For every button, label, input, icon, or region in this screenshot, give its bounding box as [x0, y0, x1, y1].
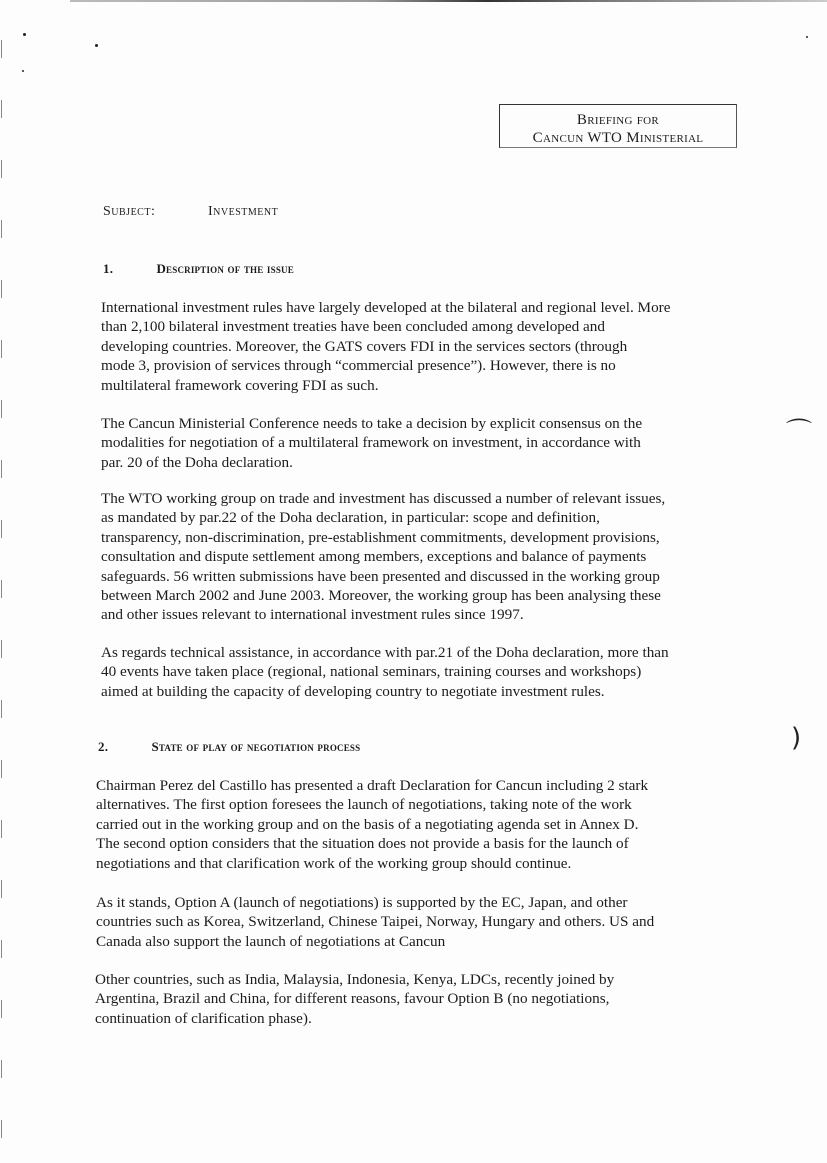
section-title: State of play of negotiation process	[151, 739, 361, 754]
paragraph	[96, 893, 736, 951]
text-line: countries such as Korea, Switzerland, Chinese Taipei, Norway, Hungary and others. US and	[96, 913, 655, 931]
subject-label: Subject:	[103, 204, 156, 219]
scan-speck	[806, 36, 808, 38]
briefing-line-2: Cancun WTO Ministerial	[532, 130, 704, 146]
paragraph	[101, 489, 741, 625]
punch-hole-mark: ⌒	[786, 418, 813, 448]
scan-left-edge	[1, 40, 2, 1140]
text-line: International investment rules have largely developed at the bilateral and regional level. More	[101, 299, 671, 316]
text-line: safeguards. 56 written submissions have been presented and discussed in the working group	[101, 567, 660, 585]
text-line: and other issues relevant to international investment rules since 1997.	[101, 606, 524, 624]
paragraph	[101, 298, 741, 395]
text-line: As it stands, Option A (launch of negotiations) is supported by the EC, Japan, and other	[96, 894, 628, 911]
text-line: As regards technical assistance, in accordance with par.21 of the Doha declaration, more than	[101, 644, 669, 661]
text-line: as mandated by par.22 of the Doha declaration, in particular: scope and definition,	[101, 509, 600, 527]
punch-hole-mark: )	[791, 723, 802, 753]
text-line: than 2,100 bilateral investment treaties have been concluded among developed and	[101, 318, 605, 336]
scan-speck	[23, 33, 26, 36]
text-line: negotiations and that clarification work of the working group should continue.	[96, 854, 572, 872]
text-line: The WTO working group on trade and investment has discussed a number of relevant issues,	[101, 490, 666, 507]
text-line: mode 3, provision of services through “commercial presence”). However, there is no	[101, 357, 616, 375]
text-line: 40 events have taken place (regional, national seminars, training courses and workshops)	[101, 663, 642, 681]
paragraph	[96, 776, 736, 873]
subject-value: Investment	[208, 204, 279, 219]
paragraph	[101, 643, 741, 701]
text-line: aimed at building the capacity of developing country to negotiate investment rules.	[101, 682, 605, 700]
text-line: par. 20 of the Doha declaration.	[101, 453, 293, 471]
text-line: The Cancun Ministerial Conference needs to take a decision by explicit consensus on the	[101, 415, 643, 432]
text-line: Chairman Perez del Castillo has presented a draft Declaration for Cancun including 2 stark	[96, 777, 649, 794]
section-heading	[103, 261, 294, 277]
briefing-header-box	[499, 104, 737, 148]
text-line: Canada also support the launch of negotiations at Cancun	[96, 932, 446, 950]
text-line: carried out in the working group and on the basis of a negotiating agenda set in Annex D.	[96, 815, 639, 833]
text-line: The second option considers that the situation does not provide a basis for the launch of	[96, 835, 629, 853]
paragraph	[101, 414, 741, 472]
text-line: Other countries, such as India, Malaysia, Indonesia, Kenya, LDCs, recently joined by	[95, 971, 615, 988]
section-heading	[98, 739, 360, 755]
section-number: 1.	[103, 261, 114, 276]
text-line: consultation and dispute settlement among members, exceptions and balance of payments	[101, 548, 647, 566]
text-line: Argentina, Brazil and China, for different reasons, favour Option B (no negotiations,	[95, 990, 610, 1008]
text-line: alternatives. The first option foresees the launch of negotiations, taking note of the work	[96, 796, 632, 814]
text-line: transparency, non-discrimination, pre-establishment commitments, development provisions,	[101, 528, 660, 546]
section-number: 2.	[98, 739, 109, 754]
section-title: Description of the issue	[156, 261, 294, 276]
text-line: continuation of clarification phase).	[95, 1009, 312, 1027]
paragraph	[95, 970, 735, 1028]
text-line: modalities for negotiation of a multilateral framework on investment, in accordance with	[101, 434, 641, 452]
text-line: multilateral framework covering FDI as such.	[101, 376, 379, 394]
briefing-line-1: Briefing for	[576, 112, 660, 128]
scan-speck	[95, 44, 98, 47]
scan-top-edge	[70, 0, 827, 2]
subject-row	[103, 204, 278, 220]
text-line: between March 2002 and June 2003. Moreover, the working group has been analysing these	[101, 587, 661, 605]
scan-speck	[22, 70, 24, 72]
text-line: developing countries. Moreover, the GATS covers FDI in the services sectors (through	[101, 337, 628, 355]
